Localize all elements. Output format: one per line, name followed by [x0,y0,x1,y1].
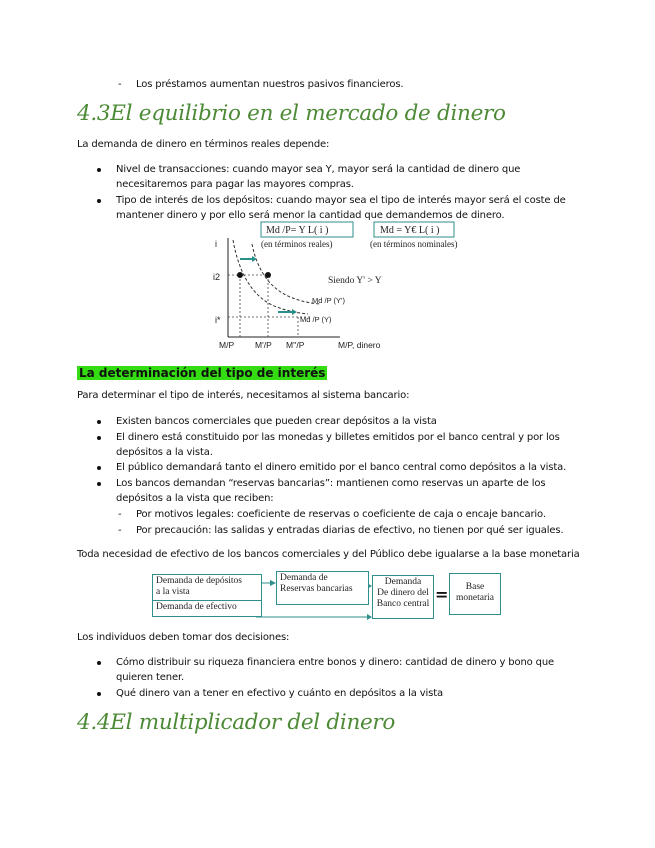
eq-nominal-note: (en términos nominales) [370,239,458,249]
demand-intro: La demanda de dinero en términos reales depende: [77,139,330,150]
decision-bullet-1-line1: Cómo distribuir su riqueza financiera entre bonos y dinero: cantidad de dinero y bono que [116,657,555,668]
subsection-heading-text: La determinación del tipo de interés [79,366,326,380]
x-tick-m1p: M'/P [255,340,272,350]
eq-real-text: Md /P= Y L( i ) [266,225,329,236]
box-demand-deposits-line1: Demanda de depósitos [156,576,243,586]
dash-marker: - [118,525,122,536]
bank-bullet-3: El público demandará tanto el dinero emitido por el banco central como depósitos a la vista. [116,462,567,473]
box-demand-deposits-line2: a la vista [156,587,190,597]
bullet-icon [97,661,101,665]
shift-arrow-2-head [292,309,297,315]
y-tick-i2: i2 [213,272,221,282]
section-heading-4-3: 4.3El equilibrio en el mercado de dinero [77,101,506,126]
demand-bullet-1-line2: necesitaremos para pagar las mayores compras. [116,179,354,190]
bank-bullet-2-line2: depósitos a la vista. [116,447,213,458]
equals-sign: = [435,585,449,604]
bullet-icon [97,466,101,470]
curve-upper-label: Md /P (Y') [312,296,345,305]
decisions-intro: Los individuos deben tomar dos decisiones: [77,632,290,643]
x-axis-label: M/P, dinero [338,340,381,350]
x-tick-mp: M/P [219,340,235,350]
bullet-icon [97,436,101,440]
box-central-bank-line2: De dinero del [377,588,429,598]
box-monetary-base [449,573,501,615]
box-demand-cash-text: Demanda de efectivo [156,602,237,612]
box-monetary-base-line1: Base [465,582,485,592]
curve-upper [252,244,320,304]
section-heading-4-4: 4.4El multiplicador del dinero [77,710,396,735]
dash-marker: - [118,509,122,520]
bank-bullet-1: Existen bancos comerciales que pueden crear depósitos a la vista [116,416,437,427]
shift-arrow-1-head [252,256,257,262]
condition-label: Siendo Y' > Y [328,276,382,286]
equilibrium-point-1 [237,272,243,278]
x-tick-m2p: M''/P [286,340,305,350]
decision-bullet-1-line2: quieren tener. [116,672,185,683]
money-market-figure [200,220,458,352]
bullet-icon [97,168,101,172]
y-tick-istar: i* [215,315,221,325]
bank-bullet-4-line1: Los bancos demandan “reservas bancarias”: mantienen como reservas un aparte de los [116,478,546,489]
bullet-icon [97,692,101,696]
bank-bullet-4-line2: depósitos a la vista que reciben: [116,493,274,504]
demand-bullet-1-line1: Nivel de transacciones: cuando mayor sea Y, mayor será la cantidad de dinero que [116,164,521,175]
bank-intro: Para determinar el tipo de interés, necesitamos al sistema bancario: [77,390,410,401]
box-reserves [276,571,369,605]
eq-nominal-text: Md = Y€ L( i ) [380,225,440,236]
box-monetary-base-line2: monetaria [456,593,494,603]
box-central-bank-line3: Banco central [376,599,430,609]
bullet-icon [97,482,101,486]
demand-bullet-2-line1: Tipo de interés de los depósitos: cuando mayor sea el tipo de interés mayor será el coste de [116,195,566,206]
y-axis-label: i [215,239,217,249]
bank-subdash-2: Por precaución: las salidas y entradas diarias de efectivo, no tienen por qué ser iguales. [136,525,564,536]
subsection-heading [77,362,327,381]
bullet-icon [97,199,101,203]
box-central-bank-demand [372,575,434,619]
equilibrium-point-2 [265,272,271,278]
bank-bullet-2-line1: El dinero está constituido por las monedas y billetes emitidos por el banco central y por los [116,432,560,443]
box-central-bank-line1: Demanda [384,577,422,587]
box-demand-deposits [152,574,262,602]
eq-real-note: (en términos reales) [261,239,333,249]
curve-lower [233,240,308,314]
box-reserves-line1: Demanda de [280,573,328,583]
box-demand-cash [152,600,262,617]
demand-bullet-2-line2: mantener dinero y por ello será menor la cantidad que demandemos de dinero. [116,210,505,221]
bullet-icon [97,420,101,424]
dash-marker: - [118,79,122,90]
curve-lower-label: Md /P (Y) [300,315,332,324]
intro-dash-text: Los préstamos aumentan nuestros pasivos financieros. [136,79,404,90]
box-reserves-line2: Reservas bancarias [280,584,353,594]
bank-subdash-1: Por motivos legales: coeficiente de reservas o coeficiente de caja o encaje bancario. [136,509,546,520]
base-sentence: Toda necesidad de efectivo de los bancos comerciales y del Público debe igualarse a la base monetaria [77,549,580,560]
decision-bullet-2: Qué dinero van a tener en efectivo y cuánto en depósitos a la vista [116,688,443,699]
